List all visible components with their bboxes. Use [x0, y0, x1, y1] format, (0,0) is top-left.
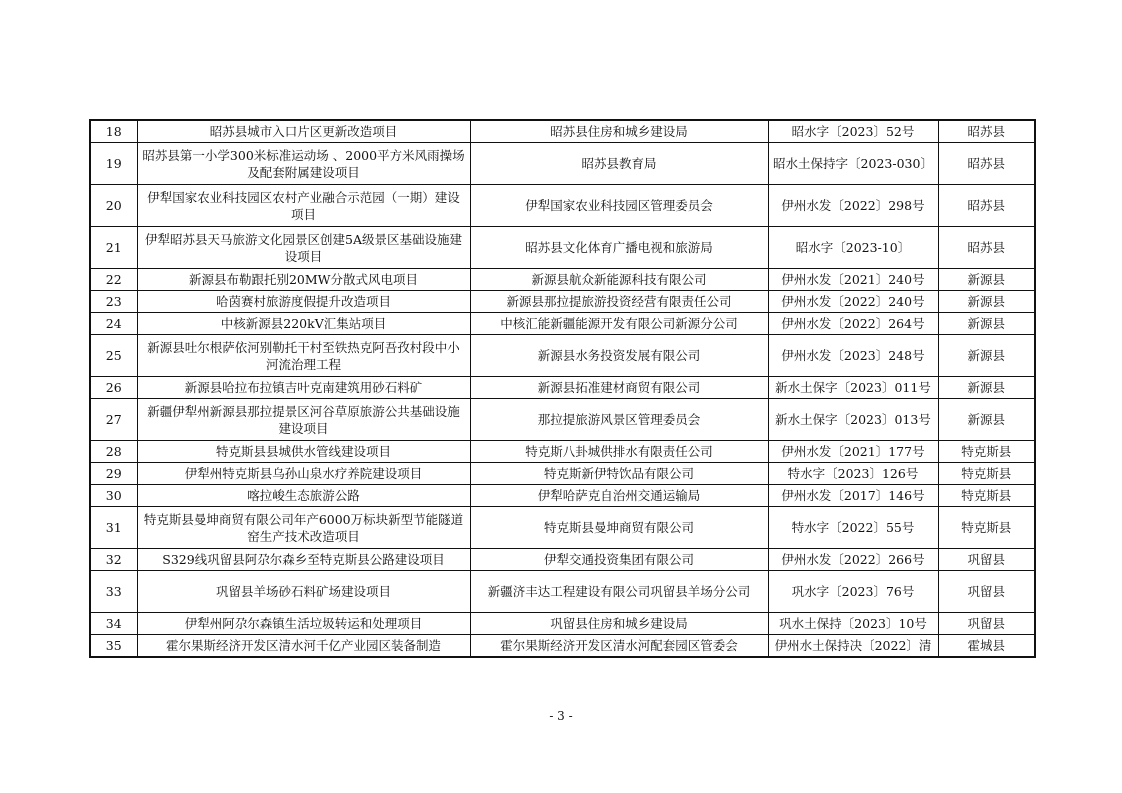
table-row — [90, 143, 1035, 185]
table-row — [90, 485, 1035, 507]
approval-document-cell: 伊州水土保持决〔2022〕清 — [768, 635, 938, 658]
project-name-cell: 伊犁州特克斯县乌孙山泉水疗养院建设项目 — [137, 463, 470, 485]
approval-document-cell: 昭水字〔2023〕52号 — [768, 120, 938, 143]
table-row — [90, 635, 1035, 658]
county-cell: 昭苏县 — [938, 185, 1035, 227]
project-name-cell: 巩留县羊场砂石料矿场建设项目 — [137, 571, 470, 613]
project-name-cell: 中核新源县220kV汇集站项目 — [137, 313, 470, 335]
table-row — [90, 507, 1035, 549]
applicant-unit-cell: 新疆济丰达工程建设有限公司巩留县羊场分公司 — [470, 571, 768, 613]
approval-document-cell: 伊州水发〔2023〕248号 — [768, 335, 938, 377]
row-number-cell: 29 — [90, 463, 137, 485]
row-number-cell: 33 — [90, 571, 137, 613]
approval-document-cell: 伊州水发〔2022〕240号 — [768, 291, 938, 313]
county-cell: 昭苏县 — [938, 227, 1035, 269]
applicant-unit-cell: 伊犁国家农业科技园区管理委员会 — [470, 185, 768, 227]
row-number-cell: 25 — [90, 335, 137, 377]
county-cell: 昭苏县 — [938, 120, 1035, 143]
approval-document-cell: 伊州水发〔2022〕264号 — [768, 313, 938, 335]
applicant-unit-cell: 特克斯新伊特饮品有限公司 — [470, 463, 768, 485]
approval-document-cell: 伊州水发〔2021〕177号 — [768, 441, 938, 463]
county-cell: 新源县 — [938, 399, 1035, 441]
page-number: - 3 - — [549, 709, 573, 723]
project-name-cell: 昭苏县城市入口片区更新改造项目 — [137, 120, 470, 143]
row-number-cell: 26 — [90, 377, 137, 399]
project-name-cell: 新源县哈拉布拉镇吉叶克南建筑用砂石料矿 — [137, 377, 470, 399]
project-name-cell: 喀拉峻生态旅游公路 — [137, 485, 470, 507]
county-cell: 巩留县 — [938, 571, 1035, 613]
applicant-unit-cell: 新源县水务投资发展有限公司 — [470, 335, 768, 377]
table-body — [90, 120, 1035, 657]
county-cell: 新源县 — [938, 313, 1035, 335]
row-number-cell: 21 — [90, 227, 137, 269]
row-number-cell: 28 — [90, 441, 137, 463]
project-name-cell: 伊犁国家农业科技园区农村产业融合示范园（一期）建设项目 — [137, 185, 470, 227]
row-number-cell: 22 — [90, 269, 137, 291]
project-name-cell: 伊犁州阿尕尔森镇生活垃圾转运和处理项目 — [137, 613, 470, 635]
table-row — [90, 227, 1035, 269]
project-name-cell: 霍尔果斯经济开发区清水河千亿产业园区装备制造 — [137, 635, 470, 658]
approval-document-cell: 伊州水发〔2017〕146号 — [768, 485, 938, 507]
row-number-cell: 30 — [90, 485, 137, 507]
project-name-cell: 特克斯县曼坤商贸有限公司年产6000万标块新型节能隧道窑生产技术改造项目 — [137, 507, 470, 549]
table-row — [90, 613, 1035, 635]
project-name-cell: 昭苏县第一小学300米标准运动场 、2000平方米风雨操场及配套附属建设项目 — [137, 143, 470, 185]
row-number-cell: 32 — [90, 549, 137, 571]
applicant-unit-cell: 新源县拓准建材商贸有限公司 — [470, 377, 768, 399]
approval-document-cell: 新水土保字〔2023〕011号 — [768, 377, 938, 399]
county-cell: 特克斯县 — [938, 441, 1035, 463]
row-number-cell: 34 — [90, 613, 137, 635]
table-row — [90, 571, 1035, 613]
county-cell: 昭苏县 — [938, 143, 1035, 185]
approval-document-cell: 伊州水发〔2021〕240号 — [768, 269, 938, 291]
project-name-cell: 哈茵赛村旅游度假提升改造项目 — [137, 291, 470, 313]
table-row — [90, 335, 1035, 377]
table-row — [90, 185, 1035, 227]
approval-document-cell: 新水土保字〔2023〕013号 — [768, 399, 938, 441]
applicant-unit-cell: 霍尔果斯经济开发区清水河配套园区管委会 — [470, 635, 768, 658]
county-cell: 巩留县 — [938, 613, 1035, 635]
county-cell: 霍城县 — [938, 635, 1035, 658]
row-number-cell: 23 — [90, 291, 137, 313]
approval-document-cell: 特水字〔2023〕126号 — [768, 463, 938, 485]
county-cell: 新源县 — [938, 377, 1035, 399]
table-row — [90, 291, 1035, 313]
row-number-cell: 24 — [90, 313, 137, 335]
table-row — [90, 313, 1035, 335]
applicant-unit-cell: 特克斯县曼坤商贸有限公司 — [470, 507, 768, 549]
applicant-unit-cell: 伊犁交通投资集团有限公司 — [470, 549, 768, 571]
project-table — [89, 119, 1036, 658]
approval-document-cell: 特水字〔2022〕55号 — [768, 507, 938, 549]
table-row — [90, 441, 1035, 463]
applicant-unit-cell: 昭苏县文化体育广播电视和旅游局 — [470, 227, 768, 269]
table-row — [90, 549, 1035, 571]
project-name-cell: 伊犁昭苏县天马旅游文化园景区创建5A级景区基础设施建设项目 — [137, 227, 470, 269]
row-number-cell: 27 — [90, 399, 137, 441]
county-cell: 特克斯县 — [938, 485, 1035, 507]
approval-document-cell: 伊州水发〔2022〕298号 — [768, 185, 938, 227]
table-row — [90, 399, 1035, 441]
table-row — [90, 377, 1035, 399]
county-cell: 特克斯县 — [938, 463, 1035, 485]
project-name-cell: 新源县吐尔根萨依河别勒托干村至铁热克阿吾孜村段中小河流治理工程 — [137, 335, 470, 377]
applicant-unit-cell: 那拉提旅游风景区管理委员会 — [470, 399, 768, 441]
approval-document-cell: 巩水土保持〔2023〕10号 — [768, 613, 938, 635]
row-number-cell: 35 — [90, 635, 137, 658]
project-name-cell: 新源县布勒跟托别20MW分散式风电项目 — [137, 269, 470, 291]
project-name-cell: 特克斯县县城供水管线建设项目 — [137, 441, 470, 463]
table-row — [90, 120, 1035, 143]
approval-document-cell: 昭水土保持字〔2023-030〕 — [768, 143, 938, 185]
row-number-cell: 20 — [90, 185, 137, 227]
applicant-unit-cell: 中核汇能新疆能源开发有限公司新源分公司 — [470, 313, 768, 335]
applicant-unit-cell: 昭苏县教育局 — [470, 143, 768, 185]
applicant-unit-cell: 特克斯八卦城供排水有限责任公司 — [470, 441, 768, 463]
county-cell: 新源县 — [938, 269, 1035, 291]
approval-document-cell: 巩水字〔2023〕76号 — [768, 571, 938, 613]
approval-document-cell: 伊州水发〔2022〕266号 — [768, 549, 938, 571]
table-row — [90, 269, 1035, 291]
county-cell: 特克斯县 — [938, 507, 1035, 549]
approval-document-cell: 昭水字〔2023-10〕 — [768, 227, 938, 269]
project-name-cell: S329线巩留县阿尕尔森乡至特克斯县公路建设项目 — [137, 549, 470, 571]
applicant-unit-cell: 巩留县住房和城乡建设局 — [470, 613, 768, 635]
county-cell: 新源县 — [938, 335, 1035, 377]
applicant-unit-cell: 伊犁哈萨克自治州交通运输局 — [470, 485, 768, 507]
row-number-cell: 18 — [90, 120, 137, 143]
row-number-cell: 19 — [90, 143, 137, 185]
table-row — [90, 463, 1035, 485]
applicant-unit-cell: 新源县那拉提旅游投资经营有限责任公司 — [470, 291, 768, 313]
project-name-cell: 新疆伊犁州新源县那拉提景区河谷草原旅游公共基础设施建设项目 — [137, 399, 470, 441]
applicant-unit-cell: 昭苏县住房和城乡建设局 — [470, 120, 768, 143]
county-cell: 新源县 — [938, 291, 1035, 313]
row-number-cell: 31 — [90, 507, 137, 549]
applicant-unit-cell: 新源县航众新能源科技有限公司 — [470, 269, 768, 291]
county-cell: 巩留县 — [938, 549, 1035, 571]
